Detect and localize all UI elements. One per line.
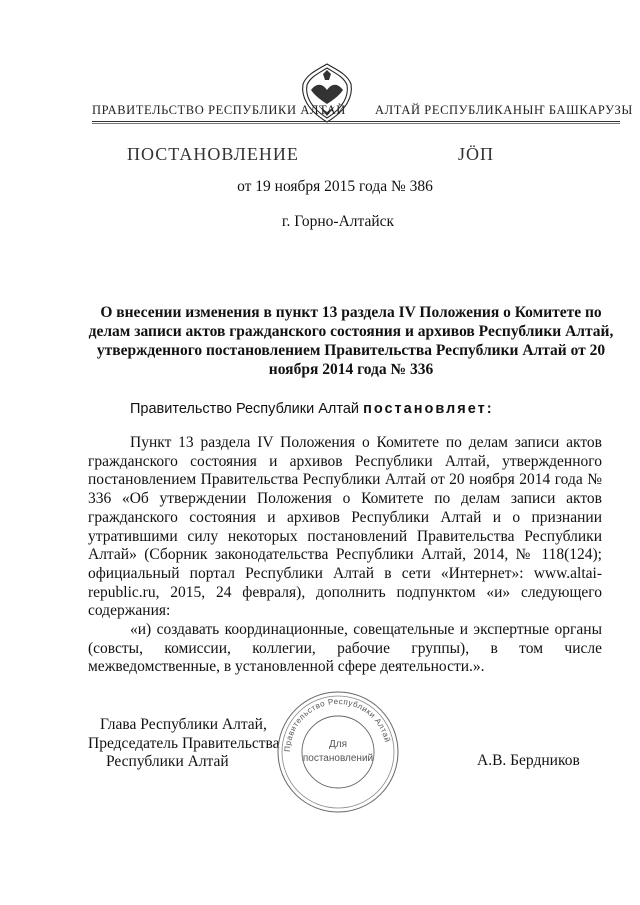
document-body bbox=[88, 434, 602, 677]
header-org-right: АЛТАЙ РЕСПУБЛИКАНЫҤ БАШКАРУЗЫ bbox=[375, 103, 633, 117]
stamp-inner-line-2: постановлений bbox=[302, 753, 374, 764]
signatory-title bbox=[88, 716, 280, 772]
official-stamp bbox=[273, 687, 403, 817]
header-org-left: ПРАВИТЕЛЬСТВО РЕСПУБЛИКИ АЛТАЙ bbox=[92, 103, 346, 117]
body-paragraph-2: «и) создавать координационные, совещательные и экспертные органы (совсты, комиссии, коллегии, рабочие группы), в том числе межведомственные, в установленной сфере деятельности.». bbox=[88, 621, 602, 676]
header-divider-thin bbox=[92, 123, 620, 124]
document-date: от 19 ноября 2015 года № 386 bbox=[237, 178, 433, 195]
body-paragraph-1: Пункт 13 раздела IV Положения о Комитете по делам записи актов гражданского состояния и архивов Республики Алтай, утвержденного постановлением Правительства Республики Алтай от 20 ноября 2014 года № 336 «Об утверждении Положения о Комитете по делам записи актов гражданского состояния и архивов Республики Алтай и о признании утратившими силу некоторых постановлений Правительства Республики Алтай» (Сборник законодательства Республики Алтай, 2014, № 118(124); официальный портал Республики Алтай в сети «Интернет»: www.altai-republic.ru, 2015, 24 февраля), дополнить подпунктом «и» следующего содержания: bbox=[88, 434, 602, 620]
signatory-line-2: Председатель Правительства bbox=[88, 734, 280, 752]
document-title: О внесении изменения в пункт 13 раздела IV Положения о Комитете по делам записи актов гражданского состояния и архивов Республики Алтай, утвержденного постановлением Правительства Республики Алтай от 20 ноября 2014 года № 336 bbox=[88, 304, 614, 378]
signatory-line-3: Республики Алтай bbox=[106, 753, 229, 770]
doc-type-alt: ЈӦП bbox=[458, 144, 495, 164]
signatory-line-1: Глава Республики Алтай, bbox=[100, 716, 267, 733]
intro-line bbox=[130, 401, 494, 417]
header-divider bbox=[92, 121, 620, 122]
stamp-ring-text: Правительство Республики Алтай bbox=[282, 696, 393, 753]
intro-keyword: постановляет: bbox=[363, 401, 494, 417]
stamp-inner-line-1: Для bbox=[328, 739, 348, 750]
doc-type-ru: ПОСТАНОВЛЕНИЕ bbox=[127, 144, 299, 164]
signatory-name: А.В. Бердников bbox=[477, 752, 580, 769]
document-city: г. Горно-Алтайск bbox=[281, 213, 395, 230]
intro-text: Правительство Республики Алтай bbox=[130, 401, 364, 417]
